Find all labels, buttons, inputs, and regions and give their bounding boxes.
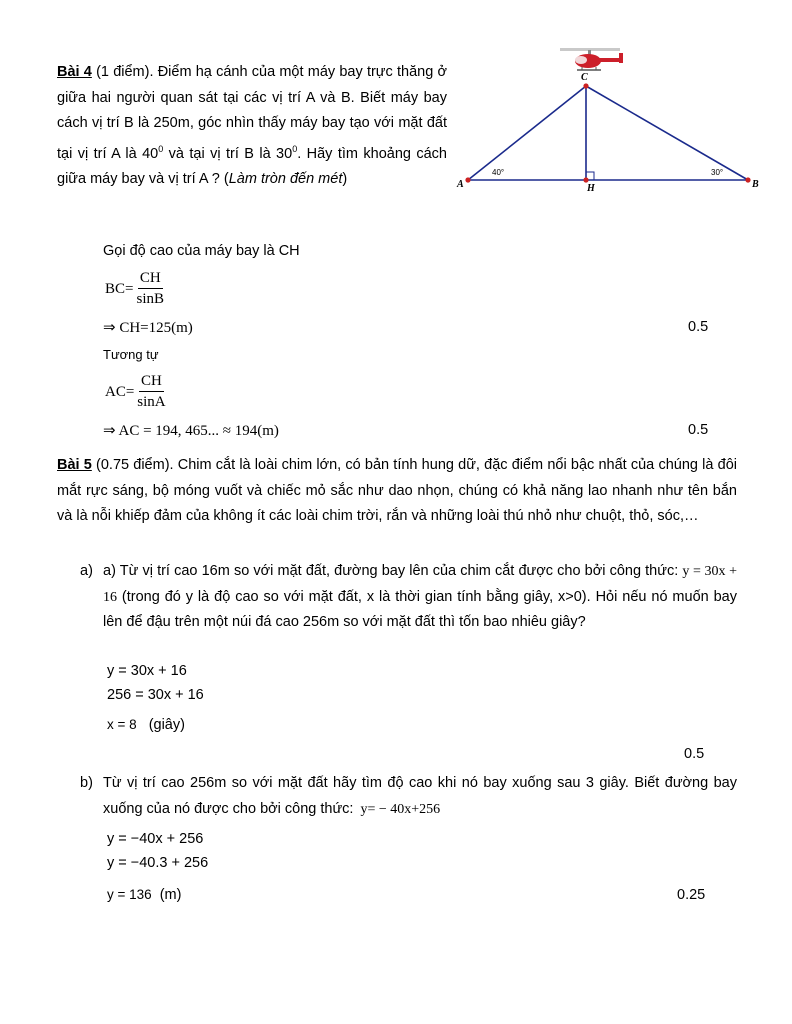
segment-cb: [586, 86, 748, 180]
bc-fraction: [134, 270, 166, 308]
part-a-text-1: a) Từ vị trí cao 16m so với mặt đất, đường bay lên của chim cắt được cho bởi công thức:: [103, 563, 679, 579]
bai4-problem: [57, 60, 447, 192]
bai4-score-1: 0.5: [688, 319, 709, 335]
bc-denominator: sinB: [136, 291, 164, 307]
bai4-score-2: 0.5: [688, 422, 709, 438]
ac-numerator: CH: [139, 373, 164, 392]
part-b-marker: b): [80, 775, 93, 791]
bai4-text-2: và tại vị trí B là 30: [163, 145, 293, 162]
bai4-solution-intro: Gọi độ cao của máy bay là CH: [103, 243, 300, 259]
ac-fraction: [135, 373, 167, 411]
label-b: B: [752, 179, 759, 190]
bai5-heading: Bài 5: [57, 457, 92, 473]
ac-lhs: AC=: [105, 383, 135, 400]
part-b-score: 0.25: [677, 887, 706, 903]
label-h: H: [587, 183, 595, 194]
helicopter-icon: [560, 48, 623, 70]
bai5-intro-text: (0.75 điểm). Chim cắt là loài chim lớn, có bản tính hung dữ, đặc điểm nổi bậc nhất của chúng là đôi mắt rực sáng, bộ móng vuốt và chiếc mỏ sắc như dao nhọn, chúng có khả năng lao nhanh như tên bắn và là nỗi khiếp đảm của không ít các loài chim trời, rắn và những loài thú nhỏ như chuột, thỏ, sóc,…: [57, 457, 737, 524]
part-b-step-1: y = −40x + 256: [107, 831, 204, 847]
part-b-question: [103, 771, 737, 822]
ac-formula: [105, 373, 168, 411]
segment-ac: [468, 86, 586, 180]
part-b-step-2: y = −40.3 + 256: [107, 855, 209, 871]
label-a: A: [457, 179, 464, 190]
point-h: [583, 177, 588, 182]
bai4-sup-1: 0: [158, 143, 164, 154]
bai4-close-paren: ): [342, 170, 348, 187]
ac-denominator: sinA: [137, 394, 166, 410]
bai4-italic-note: Làm tròn đến mét: [228, 170, 343, 187]
part-a-score: 0.5: [684, 746, 705, 762]
bai4-heading: Bài 4: [57, 64, 92, 80]
part-a-text-2: (trong đó y là độ cao so với mặt đất, x là thời gian tính bằng giây, x>0). Hỏi nếu nó muốn bay lên để đậu trên một núi đá cao 256m so với mặt đất thì tốn bao nhiêu giây?: [103, 588, 737, 630]
part-a-step-1: y = 30x + 16: [107, 663, 187, 679]
part-b-text: Từ vị trí cao 256m so với mặt đất hãy tìm độ cao khi nó bay xuống sau 3 giây. Biết đường bay xuống của nó được cho bởi công thức:: [103, 775, 737, 817]
point-b: [745, 177, 750, 182]
bai4-sup-2: 0: [292, 143, 298, 154]
bc-lhs: BC=: [105, 280, 134, 297]
part-a-step-3-eq: x = 8: [107, 717, 137, 732]
similar-label: Tương tự: [103, 347, 159, 362]
bc-numerator: CH: [138, 270, 163, 289]
part-a-step-3: [107, 717, 185, 733]
bai4-text-1: (1 điểm). Điểm hạ cánh của một máy bay trực thăng ở giữa hai người quan sát tại các vị trí A và B. Biết máy bay cách vị trí B là 250m, góc nhìn thấy máy bay tạo với mặt đất tại vị trí A là 40: [57, 64, 447, 162]
bai5-intro: [57, 453, 737, 530]
ac-result: ⇒ AC = 194, 465... ≈ 194(m): [103, 423, 279, 439]
part-a-formula: y = 30x + 16: [103, 564, 737, 605]
angle-a-label: 40°: [492, 168, 505, 177]
label-c: C: [581, 72, 588, 83]
part-a-marker: a): [80, 563, 93, 579]
part-a-step-3-unit: (giây): [148, 717, 185, 733]
point-a: [465, 177, 470, 182]
bc-formula: [105, 270, 166, 308]
part-b-formula: y= − 40x+256: [360, 801, 441, 817]
triangle-figure: [455, 40, 775, 200]
point-c: [583, 83, 588, 88]
part-b-step-3-eq: y = 136: [107, 887, 152, 902]
angle-b-label: 30°: [711, 168, 724, 177]
part-b-step-3: [107, 887, 181, 903]
ch-result: ⇒ CH=125(m): [103, 320, 193, 336]
part-a-step-2: 256 = 30x + 16: [107, 687, 204, 703]
part-b-step-3-unit: (m): [159, 887, 182, 903]
part-a-question: [103, 559, 737, 636]
bai4-text-3: . Hãy tìm khoảng cách giữa máy bay và vị trí A ? (: [57, 145, 447, 187]
